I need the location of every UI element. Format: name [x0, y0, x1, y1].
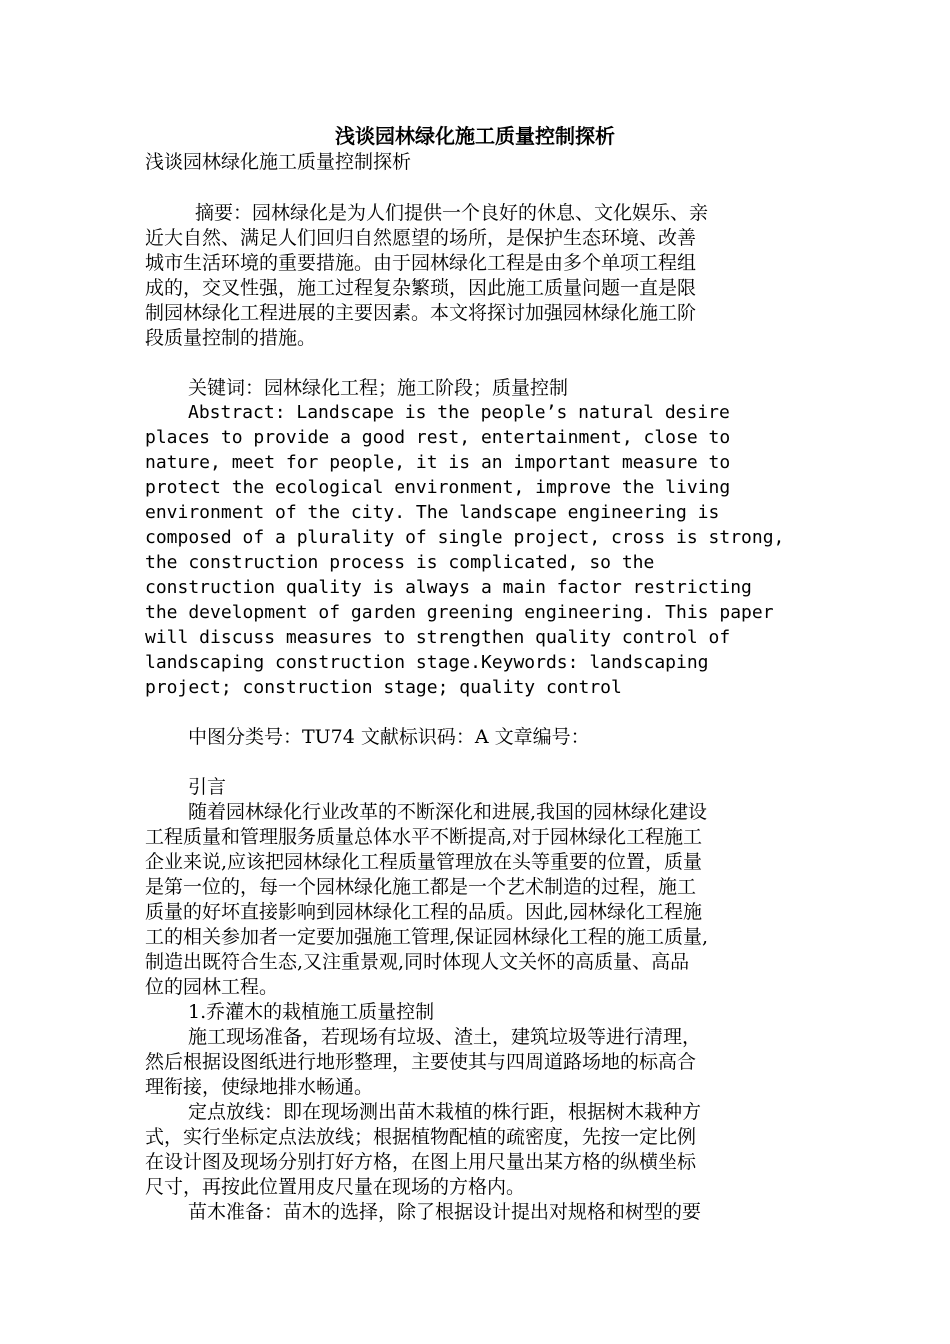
body-line: 质量的好坏直接影响到园林绿化工程的品质。因此,园林绿化工程施 — [145, 901, 703, 923]
abstract-cn-line: 成的，交叉性强，施工过程复杂繁琐，因此施工质量问题一直是限 — [145, 277, 697, 299]
body-line: 在设计图及现场分别打好方格，在图上用尺量出某方格的纵横坐标 — [145, 1151, 697, 1173]
abstract-en-line: composed of a plurality of single project, cross is strong, — [145, 527, 785, 548]
body-line: 工的相关参加者一定要加强施工管理,保证园林绿化工程的施工质量, — [145, 926, 709, 948]
abstract-en-line: project; construction stage; quality control — [145, 677, 622, 698]
body-line: 定点放线：即在现场测出苗木栽植的株行距，根据树木栽种方 — [188, 1101, 702, 1123]
body-line: 施工现场准备，若现场有垃圾、渣土，建筑垃圾等进行清理， — [188, 1026, 702, 1048]
abstract-en-line: environment of the city. The landscape engineering is — [145, 502, 720, 523]
section-heading-1: 1.乔灌木的栽植施工质量控制 — [188, 1001, 435, 1023]
body-line: 随着园林绿化行业改革的不断深化和进展,我国的园林绿化建设 — [188, 801, 708, 823]
abstract-en-line: the construction process is complicated, so the — [145, 552, 655, 573]
body-line: 制造出既符合生态,又注重景观,同时体现人文关怀的高质量、高品 — [145, 951, 690, 973]
body-line: 是第一位的，每一个园林绿化施工都是一个艺术制造的过程，施工 — [145, 876, 697, 898]
abstract-cn-line: 段质量控制的措施。 — [145, 327, 317, 349]
body-line: 企业来说,应该把园林绿化工程质量管理放在头等重要的位置，质量 — [145, 851, 703, 873]
body-line: 式，实行坐标定点法放线；根据植物配植的疏密度，先按一定比例 — [145, 1126, 697, 1148]
body-line: 然后根据设图纸进行地形整理，主要使其与四周道路场地的标高合 — [145, 1051, 697, 1073]
abstract-en-line: Abstract: Landscape is the people’s natural desire — [188, 402, 730, 423]
abstract-cn-line: 摘要：园林绿化是为人们提供一个良好的休息、文化娱乐、亲 — [176, 202, 709, 224]
body-line: 位的园林工程。 — [145, 976, 279, 998]
body-line: 苗木准备：苗木的选择，除了根据设计提出对规格和树型的要 — [188, 1201, 702, 1223]
abstract-cn-line: 城市生活环境的重要措施。由于园林绿化工程是由多个单项工程组 — [145, 252, 697, 274]
abstract-en-line: places to provide a good rest, entertainment, close to — [145, 427, 731, 448]
body-line: 尺寸，再按此位置用皮尺量在现场的方格内。 — [145, 1176, 526, 1198]
body-line: 工程质量和管理服务质量总体水平不断提高,对于园林绿化工程施工 — [145, 826, 703, 848]
classification-line: 中图分类号：TU74 文献标识码：A 文章编号： — [188, 726, 590, 748]
abstract-en-line: landscaping construction stage.Keywords: landscaping — [145, 652, 709, 673]
abstract-en-line: will discuss measures to strengthen quality control of — [145, 627, 731, 648]
section-heading-intro: 引言 — [188, 776, 227, 798]
body-line: 理衔接，使绿地排水畅通。 — [145, 1076, 374, 1098]
document-title: 浅谈园林绿化施工质量控制探析 — [335, 124, 615, 148]
subtitle-line: 浅谈园林绿化施工质量控制探析 — [145, 151, 412, 173]
abstract-en-line: construction quality is always a main factor restricting — [145, 577, 752, 598]
abstract-cn-line: 近大自然、满足人们回归自然愿望的场所，是保护生态环境、改善 — [145, 227, 697, 249]
abstract-cn-line: 制园林绿化工程进展的主要因素。本文将探讨加强园林绿化施工阶 — [145, 302, 697, 324]
keywords-cn-line: 关键词：园林绿化工程；施工阶段；质量控制 — [188, 377, 569, 399]
abstract-en-line: the development of garden greening engineering. This paper — [145, 602, 774, 623]
abstract-en-line: nature, meet for people, it is an important measure to — [145, 452, 731, 473]
abstract-en-line: protect the ecological environment, improve the living — [145, 477, 731, 498]
